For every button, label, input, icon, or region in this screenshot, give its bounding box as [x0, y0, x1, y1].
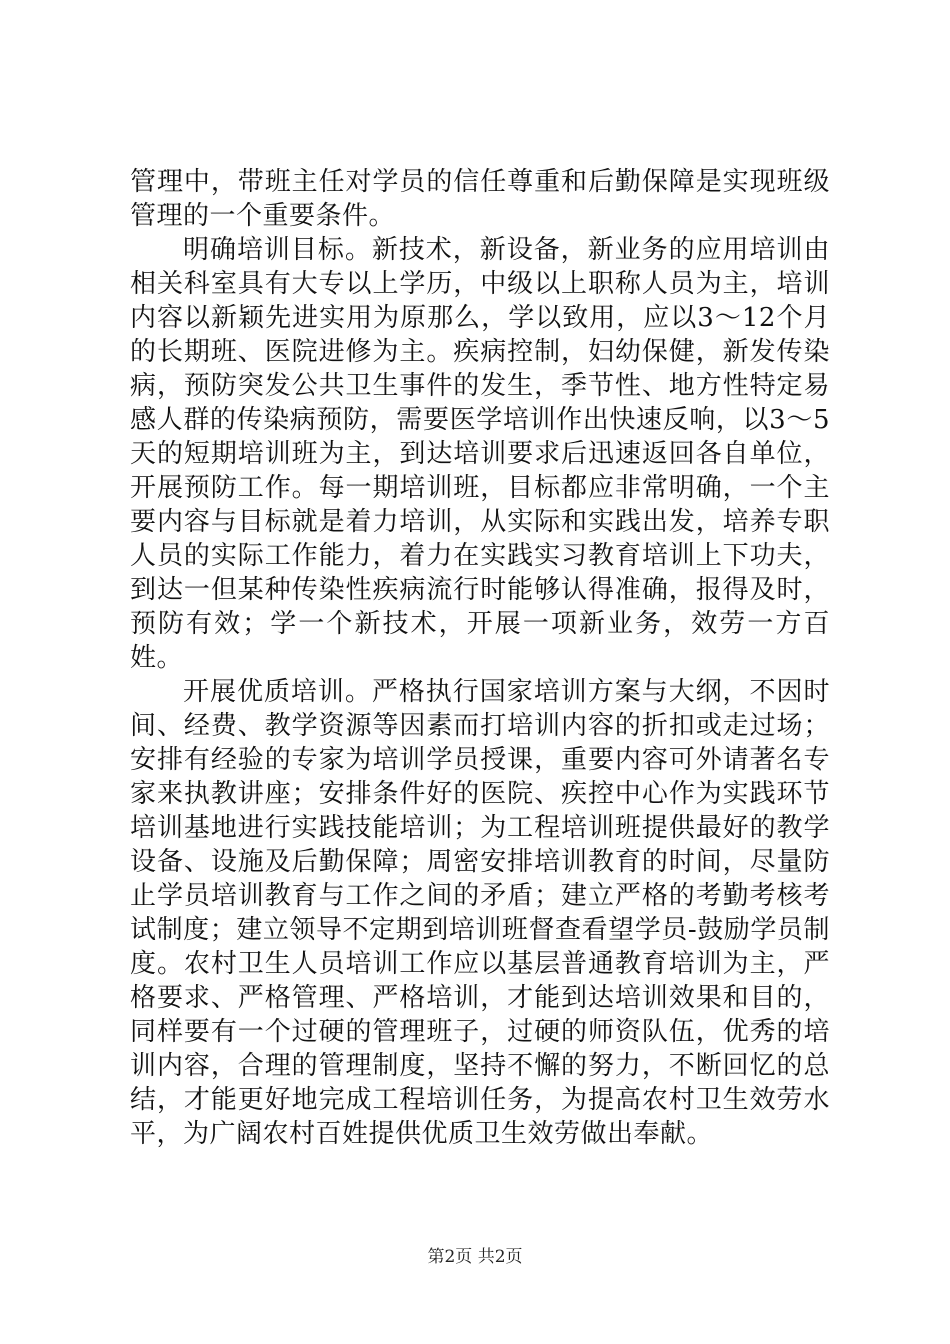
paragraph-training-goals: 明确培训目标。新技术，新设备，新业务的应用培训由相关科室具有大专以上学历，中级以上职称人员为主，培训内容以新颖先进实用为原那么，学以致用，应以3～12个月的长期班、医院进修为主。疾病控制，妇幼保健，新发传染病，预防突发公共卫生事件的发生，季节性、地方性特定易感人群的传染病预防，需要医学培训作出快速反响，以3～5天的短期培训班为主，到达培训要求后迅速返回各自单位，开展预防工作。每一期培训班，目标都应非常明确，一个主要内容与目标就是着力培训，从实际和实践出发，培养专职人员的实际工作能力，着力在实践实习教育培训上下功夫，到达一但某种传染性疾病流行时能够认得准确，报得及时，预防有效；学一个新技术，开展一项新业务，效劳一方百姓。: [130, 235, 830, 673]
paragraph-continuation: 管理中，带班主任对学员的信任尊重和后勤保障是实现班级管理的一个重要条件。: [130, 167, 830, 231]
page-number-footer: 第2页 共2页: [427, 1247, 523, 1267]
paragraph-quality-training: 开展优质培训。严格执行国家培训方案与大纲，不因时间、经费、教学资源等因素而打培训内容的折扣或走过场；安排有经验的专家为培训学员授课，重要内容可外请著名专家来执教讲座；安排条件好的医院、疾控中心作为实践环节培训基地进行实践技能培训；为工程培训班提供最好的教学设备、设施及后勤保障；周密安排培训教育的时间，尽量防止学员培训教育与工作之间的矛盾；建立严格的考勤考核考试制度；建立领导不定期到培训班督查看望学员-鼓励学员制度。农村卫生人员培训工作应以基层普通教育培训为主，严格要求、严格管理、严格培训，才能到达培训效果和目的，同样要有一个过硬的管理班子，过硬的师资队伍，优秀的培训内容，合理的管理制度，坚持不懈的努力，不断回忆的总结，才能更好地完成工程培训任务，为提高农村卫生效劳水平，为广阔农村百姓提供优质卫生效劳做出奉献。: [130, 677, 830, 1149]
document-body: [130, 165, 830, 1151]
